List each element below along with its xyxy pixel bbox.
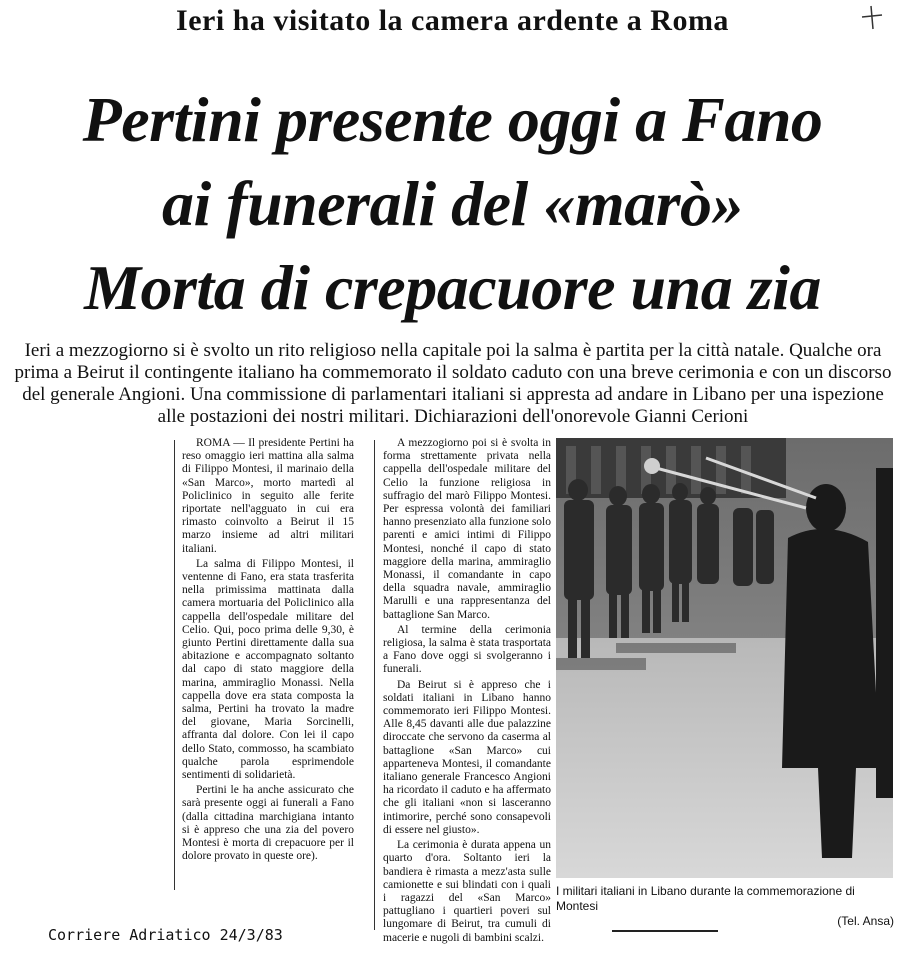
- photo-credit: (Tel. Ansa): [837, 914, 894, 928]
- kicker-headline: Ieri ha visitato la camera ardente a Roma: [176, 4, 729, 37]
- headline-line-2: ai funerali del «marò»: [161, 168, 744, 239]
- article-paragraph: Al termine della cerimonia religiosa, la salma è stata trasportata a Fano dove oggi si svolgeranno i funerali.: [383, 623, 551, 676]
- subheadline: Ieri a mezzogiorno si è svolto un rito religioso nella capitale poi la salma è partita per la città natale. Qualche ora prima a Beirut il contingente italiano ha commemorato il soldato caduto con una breve cerimonia e con un discorso del generale Angioni. Una commissione di parlamentari italiani si appresta ad andare in Libano per una ispezione alle postazioni dei nostri militari. Dichiarazioni dell'onorevole Gianni Cerioni: [14, 340, 892, 427]
- column-rule-left: [174, 440, 175, 890]
- caption-rule: [612, 930, 718, 932]
- article-paragraph: La cerimonia è durata appena un quarto d'ora. Soltanto ieri la bandiera è rimasta a mezz'asta sulle camionette e sui blindati con i quali i ragazzi del «San Marco» pattugliano i quartieri poveri sul lungomare di Beirut, tra cumuli di macerie e nugoli di bambini scalzi.: [383, 839, 551, 944]
- photo-soldiers-illustration: [556, 438, 893, 878]
- column-rule-middle: [374, 440, 375, 930]
- caption-text: I militari italiani in Libano durante la commemorazione di Montesi: [556, 884, 855, 913]
- article-column-1: [182, 437, 354, 864]
- article-paragraph: ROMA — Il presidente Pertini ha reso omaggio ieri mattina alla salma di Filippo Montesi, il marinaio della «San Marco», morto martedì al Policlinico in seguito alle ferite riportate nell'agguato in cui era rimasto coinvolto a Beirut il 15 marzo insieme ad altri militari italiani.: [182, 437, 354, 555]
- article-column-2: [383, 437, 551, 945]
- news-photo: [556, 438, 893, 878]
- headline-line-1: Pertini presente oggi a Fano: [82, 84, 823, 155]
- article-paragraph: A mezzogiorno poi si è svolta in forma strettamente privata nella cappella dell'ospedale militare del Celio la funzione religiosa in suffragio del marò Filippo Montesi. Per espressa volontà dei familiari hanno presenziato alla funzione solo parenti e amici intimi di Filippo Montesi, nonché il capo di stato maggiore della marina, ammiraglio Monassi, il comandante in capo della squadra navale, ammiraglio Marulli e una rappresentanza del battaglione San Marco.: [383, 437, 551, 621]
- photo-caption: [556, 884, 894, 929]
- article-paragraph: Da Beirut si è appreso che i soldati italiani in Libano hanno commemorato ieri Filippo Montesi. Alle 8,45 davanti alle due palazzine diroccate che servono da caserma al battaglione «San Marco» cui apparteneva Montesi, il comandante italiano generale Francesco Angioni ha ricordato il caduto e ha affermato che gli italiani «non si lasceranno intimorire, perché sono consapevoli di essere nel giusto».: [383, 678, 551, 836]
- headline-line-3: Morta di crepacuore una zia: [84, 252, 821, 323]
- source-citation: Corriere Adriatico 24/3/83: [48, 926, 283, 944]
- article-paragraph: La salma di Filippo Montesi, il ventenne di Fano, era stata trasferita nella primissima mattinata dalla camera mortuaria del Policlinico alla cappella dell'ospedale militare del Celio. Qui, poco prima delle 9,30, è giunto Pertini direttamente dalla sua abitazione e accompagnato soltanto dal capo di stato maggiore della marina, ammiraglio Monassi. Nella cappella dove era stata composta la salma, Pertini ha trovato la madre del giovane, Maria Sorcinelli, affranta dal dolore. Con lei il capo dello Stato, commosso, ha scambiato qualche parola esprimendole sentimenti di solidarietà.: [182, 557, 354, 782]
- handwritten-cross-mark-icon: [858, 4, 884, 30]
- article-paragraph: Pertini le ha anche assicurato che sarà presente oggi ai funerali a Fano (dalla cittadina marchigiana intanto si è appreso che una zia del povero Montesi è morta di crepacuore per il dolore provato in queste ore).: [182, 784, 354, 863]
